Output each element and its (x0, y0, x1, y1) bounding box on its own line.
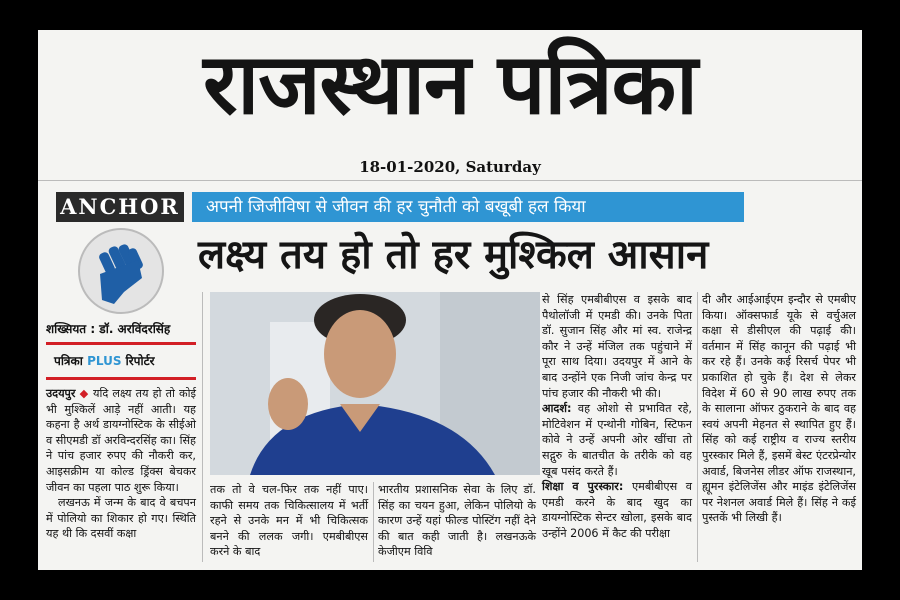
subhead-adarsh: आदर्श: (542, 402, 572, 416)
byline: शख्सियत : डॉ. अरविंदरसिंह (46, 322, 171, 336)
column-divider (697, 292, 698, 562)
column-divider (202, 292, 203, 562)
top-rule (38, 180, 862, 181)
paragraph: वह ओशो से प्रभावित रहे, मोटिवेशन में एन्थोनी गोबिन, स्टिफन कोवे ने उन्हें अपनी ओर खींचा तो सद्गुरु के बातचीत के तरीके को वह खूब पसंद करते हैं। (542, 402, 692, 478)
portrait-photo (210, 292, 540, 475)
paragraph: दी और आईआईएम इन्दौर से एमबीए किया। ऑक्सफार्ड यूके से वर्चुअल कक्षा से डीसीएल की पढ़ाई की। वर्तमान में सिंह कानून की पढ़ाई भी कर रहे हैं। उनके कई रिसर्च पेपर भी प्रकाशित हो चुके हैं। देश से लेकर विदेश में 60 से 90 लाख रुपए तक के सालाना ऑफर ठुकराने के बाद वह स्वयं अपनी मेहनत से स्थापित हुए हैं। सिंह को कई राष्ट्रीय व राज्य स्तरीय पुरस्कार मिले हैं, इसमें बेस्ट एंटरप्रेन्योर अवार्ड, बिजनेस लीडर ऑफ राजस्थान, ह्यूमन इंटेलिजेंस और माइंड इंटेलिजेंस पर नेशनल अवार्ड मिले हैं। सिंह ने कई पुस्तकें भी लिखी हैं। (702, 293, 856, 525)
issue-date: 18-01-2020, Saturday (359, 158, 541, 176)
article-column-5 (702, 292, 856, 526)
paragraph: भारतीय प्रशासनिक सेवा के लिए डॉ. सिंह का चयन हुआ, लेकिन पोलियो के कारण उन्हें यहां फील्ड पोस्टिंग नहीं देने की बात कही जाती है। लखनऊके केजीएम विवि (378, 483, 536, 559)
reporter-pre: पत्रिका (54, 354, 83, 368)
byline-rule (46, 342, 196, 345)
anchor-label: ANCHOR (56, 192, 184, 222)
reporter-credit (54, 352, 194, 369)
kicker-strap: अपनी जिजीविषा से जीवन की हर चुनौती को बखूबी हल किया (192, 192, 744, 222)
reporter-post: रिपोर्टर (125, 354, 155, 368)
dateline: उदयपुर (46, 387, 76, 400)
reporter-rule (46, 377, 196, 380)
paragraph: तक तो वे चल-फिर तक नहीं पाए। काफी समय तक चिकित्सालय में भर्ती रहने से उनके मन में भी चिकित्सक बनने की ललक जगी। एमबीबीएस करने के बाद (210, 483, 368, 559)
article-column-1: उदयपुर ◆ यदि लक्ष्य तय हो तो कोई भी मुश्किलें आड़े नहीं आती। यह कहना है अर्थ डायग्नोस्टिक के सीईओ व सीएमडी डॉ अरविन्दरसिंह का। सिंह ने पांच हजार रुपए की नौकरी कर, आइसक्रीम या कोल्ड ड्रिंक्स बेचकर जीवन का पहला पाठ शुरू किया। लखनऊ में जन्म के बाद वे बचपन में पोलियो का शिकार हो गए। स्थिति यह थी कि दसवीं कक्षा (46, 387, 196, 541)
subhead-education: शिक्षा व पुरस्कार: (542, 480, 624, 494)
article-column-3 (378, 482, 536, 560)
anchor-banner (56, 192, 852, 222)
reporter-plus: PLUS (87, 354, 122, 368)
raised-fist-icon (78, 228, 164, 314)
paragraph: एमबीबीएस व एमडी करने के बाद खुद का डायग्नोस्टिक सेन्टर खोला, इसके बाद उन्होंने 2006 में कैट की परीक्षा (542, 480, 692, 540)
article-column-4 (542, 292, 692, 542)
headline: लक्ष्य तय हो तो हर मुश्किल आसान (198, 232, 709, 278)
article-column-2 (210, 482, 368, 560)
column-divider (373, 482, 374, 562)
paragraph: लखनऊ में जन्म के बाद वे बचपन में पोलियो का शिकार हो गए। स्थिति यह थी कि दसवीं कक्षा (46, 496, 196, 541)
paragraph: से सिंह एमबीबीएस व इसके बाद पैथोलॉजी में एमडी की। उनके पिता डॉ. सुजान सिंह और मां स्व. राजेन्द्र कौर ने उन्हें मंजिल तक पहुंचाने में पूरा साथ दिया। उदयपुर में आने के बाद उन्होंने एक निजी जांच केन्द्र पर पांच हजार की नौकरी भी की। (542, 293, 692, 400)
paragraph: यदि लक्ष्य तय हो तो कोई भी मुश्किलें आड़े नहीं आती। यह कहना है अर्थ डायग्नोस्टिक के सीईओ व सीएमडी डॉ अरविन्दरसिंह का। सिंह ने पांच हजार रुपए की नौकरी कर, आइसक्रीम या कोल्ड ड्रिंक्स बेचकर जीवन का पहला पाठ शुरू किया। (46, 387, 196, 494)
newspaper-clipping (38, 30, 862, 570)
masthead-title: राजस्थान पत्रिका (203, 35, 697, 133)
